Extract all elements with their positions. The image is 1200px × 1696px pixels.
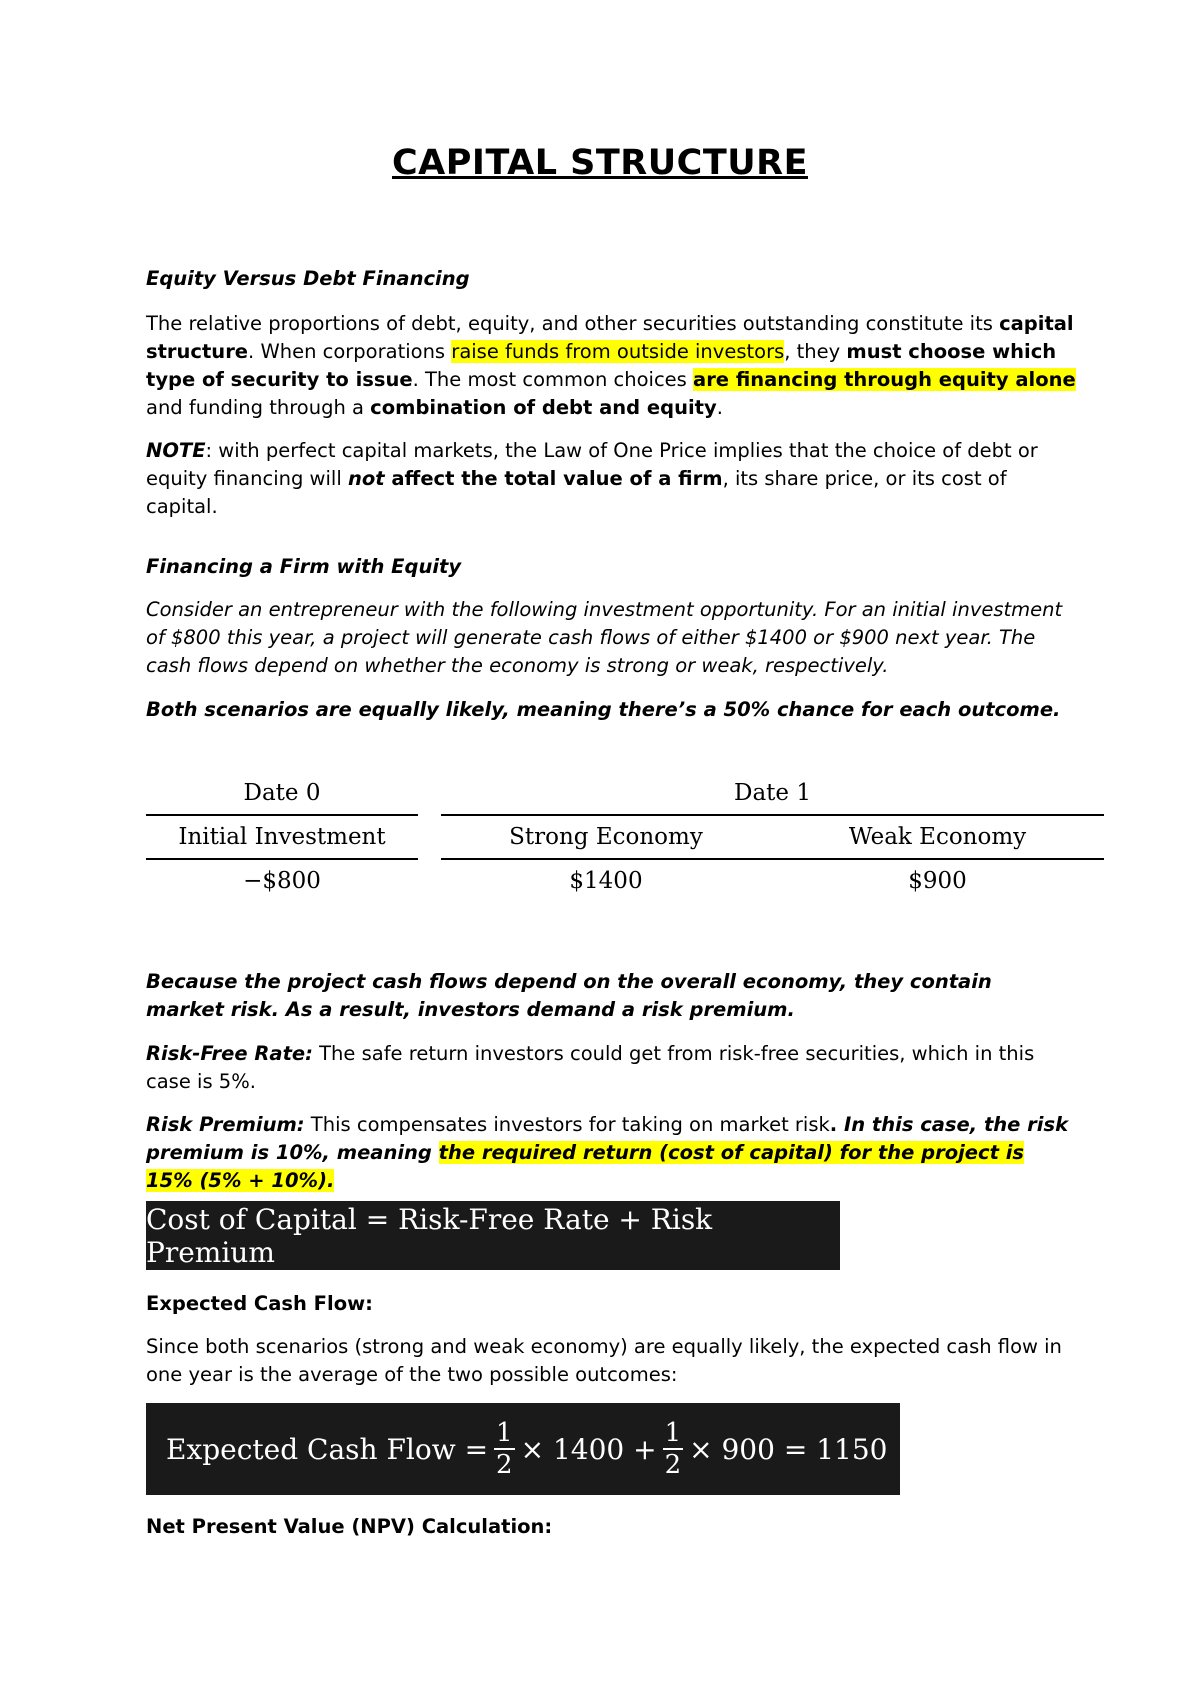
expected-cash-flow-heading: Expected Cash Flow: <box>146 1292 373 1315</box>
table-col-weak-economy: Weak Economy <box>848 824 1027 850</box>
highlight-required-return: the required return (cost of capital) for the project is 15% (5% + 10%). <box>146 1141 1024 1192</box>
cost-of-capital-formula: Cost of Capital = Risk-Free Rate + Risk Premium <box>146 1201 840 1270</box>
cash-flow-table <box>146 780 1104 910</box>
table-rule <box>441 858 1104 860</box>
page-title: CAPITAL STRUCTURE <box>392 143 808 183</box>
section-heading-equity-vs-debt: Equity Versus Debt Financing <box>146 267 470 290</box>
table-col-strong-economy: Strong Economy <box>509 824 703 850</box>
note-label: NOTE <box>146 439 206 462</box>
section-heading-financing-equity: Financing a Firm with Equity <box>146 555 462 578</box>
highlight-raise-funds: raise funds from outside investors <box>451 340 785 363</box>
risk-premium-label: Risk Premium: <box>146 1113 305 1136</box>
expected-cash-flow-paragraph: Since both scenarios (strong and weak economy) are equally likely, the expected cash flow in one year is the average of the two possible outcomes: <box>146 1335 1062 1386</box>
npv-heading: Net Present Value (NPV) Calculation: <box>146 1515 553 1538</box>
table-header-date0: Date 0 <box>243 780 321 806</box>
market-risk-paragraph: Because the project cash flows depend on the overall economy, they contain market risk. As a result, investors demand a risk premium. <box>146 970 992 1021</box>
highlight-equity-alone: are financing through equity alone <box>693 368 1076 391</box>
table-cell-weak-value: $900 <box>908 868 967 894</box>
table-rule <box>146 858 418 860</box>
expected-cash-flow-formula: Expected Cash Flow = $\frac{1}{2}$ × 1400 + $\frac{1}{2}$ × 900 = 1150 <box>146 1403 900 1495</box>
fraction-one-half: $\frac{1}{2}$ <box>664 1418 682 1480</box>
table-header-date1: Date 1 <box>734 780 811 806</box>
table-rule <box>441 814 1104 816</box>
equally-likely-paragraph: Both scenarios are equally likely, meaning there’s a 50% chance for each outcome. <box>146 698 1061 721</box>
note-paragraph: NOTE: with perfect capital markets, the Law of One Price implies that the choice of debt or equity financing will not affect the total value of a firm, its share price, or its cost of capital. <box>146 439 1038 518</box>
risk-free-rate-paragraph: Risk-Free Rate: The safe return investors could get from risk-free securities, which in this case is 5%. <box>146 1042 1035 1093</box>
risk-premium-paragraph: Risk Premium: This compensates investors for taking on market risk. In this case, the risk premium is 10%, meaning the required return (cost of capital) for the project is 15% (5% + 10%). <box>146 1113 1069 1192</box>
fraction-one-half: $\frac{1}{2}$ <box>496 1418 513 1480</box>
investment-opportunity-paragraph: Consider an entrepreneur with the following investment opportunity. For an initial investment of $800 this year, a project will generate cash flows of either $1400 or $900 next year. The cash flows depend on whether the economy is strong or weak, respectively. <box>146 598 1063 677</box>
table-cell-strong-value: $1400 <box>569 868 643 894</box>
risk-free-rate-label: Risk-Free Rate: <box>146 1042 313 1065</box>
table-cell-initial-value: −$800 <box>243 868 321 894</box>
table-col-initial-investment: Initial Investment <box>178 824 386 850</box>
capital-structure-paragraph: The relative proportions of debt, equity, and other securities outstanding constitute its capital structure. When corporations raise funds from outside investors, they must choose which type of security to issue. The most common choices are financing through equity alone and funding through a combination of debt and equity. <box>146 312 1076 419</box>
table-rule <box>146 814 418 816</box>
